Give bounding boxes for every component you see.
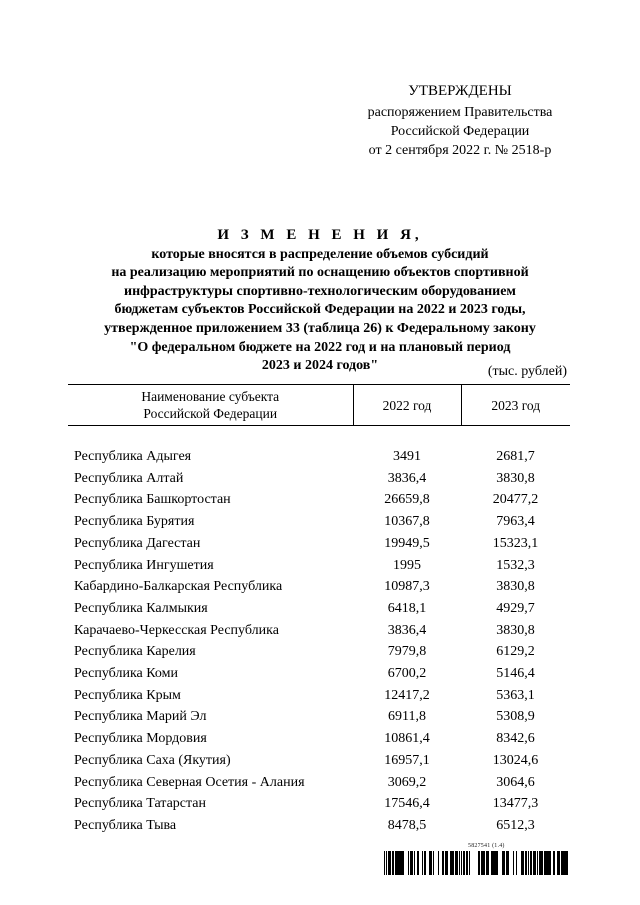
subsidies-table <box>68 384 570 837</box>
title-line: инфраструктуры спортивно-технологическим оборудованием <box>124 283 516 299</box>
value-2023-cell: 4929,7 <box>496 600 535 616</box>
table-row <box>68 772 570 794</box>
value-2023-cell: 5363,1 <box>496 687 535 703</box>
table-row <box>68 446 570 468</box>
region-name-cell: Республика Тыва <box>74 817 177 833</box>
value-2022-cell: 17546,4 <box>384 796 430 812</box>
table-header-row <box>68 385 570 426</box>
value-2023-cell: 13024,6 <box>492 752 539 768</box>
title-line: бюджетам субъектов Российской Федерации на 2022 и 2023 годы, <box>114 302 526 318</box>
value-2022-cell: 3491 <box>393 449 421 464</box>
value-2022-cell: 6700,2 <box>387 666 427 682</box>
table-row <box>68 706 570 728</box>
unit-label: (тыс. рублей) <box>487 364 567 379</box>
table-row <box>68 555 570 577</box>
header-name-line-1: Наименование субъекта <box>141 389 280 404</box>
table-row <box>68 598 570 620</box>
value-2023-cell: 8342,6 <box>496 731 535 747</box>
approval-line-1: распоряжением Правительства <box>367 105 553 120</box>
value-2022-cell: 8478,5 <box>387 817 427 833</box>
value-2022-cell: 10367,8 <box>384 514 430 530</box>
region-name-cell: Республика Башкортостан <box>74 492 231 508</box>
region-name-cell: Республика Коми <box>74 666 178 682</box>
value-2023-cell: 3830,8 <box>496 622 535 638</box>
value-2023-cell: 3830,8 <box>496 470 535 486</box>
table-row <box>68 750 570 772</box>
table-row <box>68 728 570 750</box>
value-2023-cell: 20477,2 <box>492 492 539 508</box>
region-name-cell: Республика Татарстан <box>74 796 207 812</box>
table-row <box>68 533 570 555</box>
region-name-cell: Республика Крым <box>74 687 181 703</box>
table-row <box>68 620 570 642</box>
value-2022-cell: 6911,8 <box>388 709 426 725</box>
region-name-cell: Республика Ингушетия <box>74 557 214 573</box>
value-2022-cell: 3069,2 <box>387 774 427 790</box>
value-2022-cell: 1995 <box>393 557 421 573</box>
table-row <box>68 511 570 533</box>
region-name-cell: Республика Карелия <box>74 644 196 660</box>
value-2022-cell: 12417,2 <box>384 687 430 703</box>
value-2023-cell: 7963,4 <box>496 514 535 530</box>
table-row <box>68 576 570 598</box>
title-line: "О федеральном бюджете на 2022 год и на плановый период <box>129 339 511 355</box>
region-name-cell: Республика Алтай <box>74 470 184 486</box>
region-name-cell: Республика Калмыкия <box>74 600 208 616</box>
value-2023-cell: 6512,3 <box>496 817 535 833</box>
approval-line-3: от 2 сентября 2022 г. № 2518-р <box>368 143 552 158</box>
table-row <box>68 641 570 663</box>
value-2023-cell: 6129,2 <box>496 644 535 660</box>
value-2023-cell: 3064,6 <box>496 774 535 790</box>
approval-line-2: Российской Федерации <box>390 124 530 139</box>
value-2022-cell: 3836,4 <box>387 470 427 486</box>
header-region-name <box>68 385 353 426</box>
table-row <box>68 489 570 511</box>
title-line: 2023 и 2024 годов" <box>261 358 379 374</box>
region-name-cell: Республика Адыгея <box>74 449 192 464</box>
header-year-2023: 2023 год <box>461 385 570 426</box>
value-2023-cell: 15323,1 <box>492 535 539 551</box>
value-2022-cell: 10987,3 <box>384 579 430 595</box>
value-2022-cell: 16957,1 <box>384 752 430 768</box>
region-name-cell: Республика Дагестан <box>74 535 201 551</box>
title-line: которые вносятся в распределение объемов субсидий <box>151 246 489 262</box>
region-name-cell: Республика Мордовия <box>74 731 207 747</box>
approval-header: УТВЕРЖДЕНЫ <box>408 83 512 99</box>
value-2023-cell: 2681,7 <box>496 449 535 464</box>
table-row <box>68 468 570 490</box>
table-row <box>68 815 570 837</box>
table-row <box>68 685 570 707</box>
header-year-2022: 2022 год <box>353 385 461 426</box>
header-name-line-2: Российской Федерации <box>143 406 278 421</box>
value-2023-cell: 1532,3 <box>496 557 535 573</box>
value-2022-cell: 10861,4 <box>384 731 430 747</box>
value-2023-cell: 13477,3 <box>492 796 539 812</box>
value-2022-cell: 6418,1 <box>387 600 427 616</box>
value-2023-cell: 5308,9 <box>496 709 535 725</box>
barcode-image <box>384 851 570 875</box>
value-2022-cell: 26659,8 <box>384 492 430 508</box>
value-2022-cell: 19949,5 <box>384 535 430 551</box>
region-name-cell: Карачаево-Черкесская Республика <box>74 622 279 638</box>
region-name-cell: Республика Саха (Якутия) <box>74 752 231 768</box>
region-name-cell: Республика Северная Осетия - Алания <box>74 774 305 790</box>
barcode-number: 5827541 (1.4) <box>468 843 505 849</box>
table-row <box>68 793 570 815</box>
document-title <box>60 226 580 376</box>
region-name-cell: Республика Бурятия <box>74 514 195 530</box>
title-line: на реализацию мероприятий по оснащению объектов спортивной <box>111 265 529 281</box>
table-row <box>68 663 570 685</box>
region-name-cell: Кабардино-Балкарская Республика <box>74 579 283 595</box>
value-2023-cell: 5146,4 <box>496 666 535 682</box>
value-2022-cell: 3836,4 <box>387 622 427 638</box>
title-line: утвержденное приложением 33 (таблица 26) к Федеральному закону <box>104 320 536 336</box>
region-name-cell: Республика Марий Эл <box>74 709 207 725</box>
title-main: И З М Е Н Е Н И Я, <box>217 227 423 243</box>
approval-stamp <box>340 82 580 160</box>
value-2022-cell: 7979,8 <box>387 644 427 660</box>
value-2023-cell: 3830,8 <box>496 579 535 595</box>
